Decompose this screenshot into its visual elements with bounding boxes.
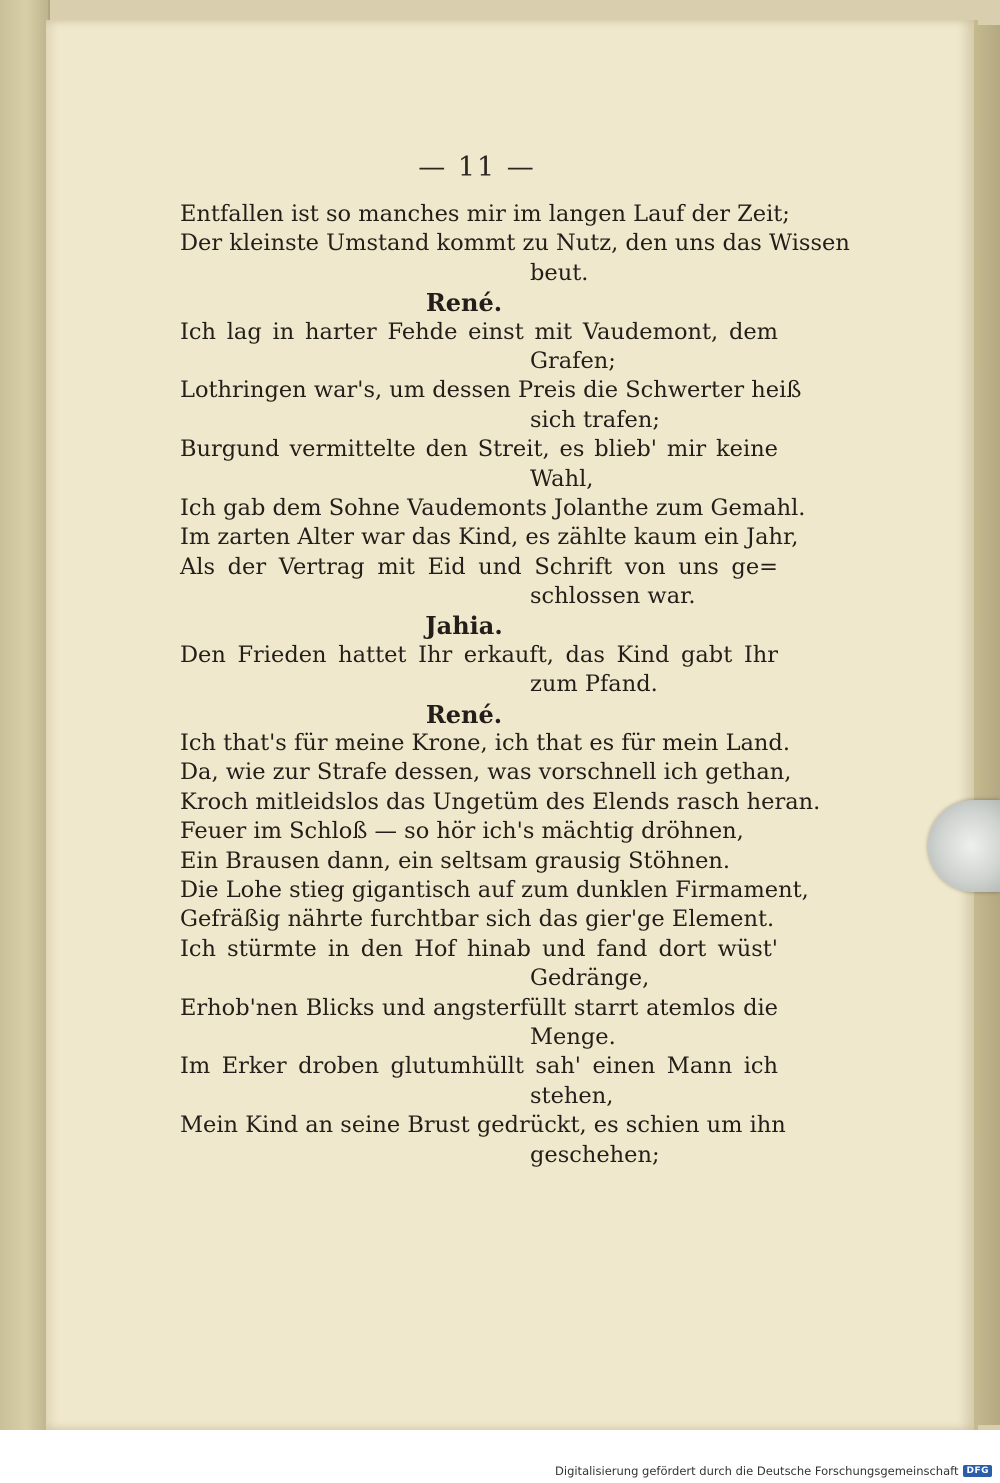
verse-line: Gedränge, xyxy=(530,965,650,992)
verse-line: Ein Brausen dann, ein seltsam grausig Stöhnen. xyxy=(180,847,731,874)
verse-line: Da, wie zur Strafe dessen, was vorschnell ich gethan, xyxy=(180,759,792,786)
verse-line: Im Erker droben glutumhüllt sah' einen Mann ich xyxy=(180,1053,778,1080)
verse-line: Ich lag in harter Fehde einst mit Vaudemont, dem xyxy=(180,318,778,345)
speaker-name: Jahia. xyxy=(425,611,503,641)
digitization-credit xyxy=(555,1464,992,1478)
verse-line: Mein Kind an seine Brust gedrückt, es schien um ihn xyxy=(180,1112,786,1139)
verse-line: Menge. xyxy=(530,1023,616,1050)
verse-line: Im zarten Alter war das Kind, es zählte kaum ein Jahr, xyxy=(180,524,799,551)
verse-line: Den Frieden hattet Ihr erkauft, das Kind gabt Ihr xyxy=(180,641,778,668)
verse-line: Der kleinste Umstand kommt zu Nutz, den uns das Wissen xyxy=(180,230,850,257)
verse-line: Lothringen war's, um dessen Preis die Schwerter heiß xyxy=(180,377,802,404)
verse-line: geschehen; xyxy=(530,1141,660,1168)
verse-line: Ich stürmte in den Hof hinab und fand dort wüst' xyxy=(180,935,778,962)
verse-line: Feuer im Schloß — so hör ich's mächtig dröhnen, xyxy=(180,818,744,845)
speaker-name: René. xyxy=(425,288,503,318)
verse-line: Gefräßig nährte furchtbar sich das gier'ge Element. xyxy=(180,906,775,933)
verse-line: Burgund vermittelte den Streit, es blieb' mir keine xyxy=(180,436,778,463)
verse-line: stehen, xyxy=(530,1082,614,1109)
verse-line: Als der Vertrag mit Eid und Schrift von uns ge= xyxy=(180,553,778,580)
verse-line: zum Pfand. xyxy=(530,671,658,698)
speaker-name: René. xyxy=(425,699,503,729)
verse-line: Entfallen ist so manches mir im langen Lauf der Zeit; xyxy=(180,201,790,227)
page-number: — 11 — xyxy=(418,152,536,183)
verse-line: beut. xyxy=(530,259,589,286)
book-spine xyxy=(0,0,50,1430)
page-edge xyxy=(974,25,1000,1425)
verse-line: Die Lohe stieg gigantisch auf zum dunklen Firmament, xyxy=(180,876,809,903)
credit-text: Digitalisierung gefördert durch die Deutsche Forschungsgemeinschaft xyxy=(555,1464,959,1478)
verse-line: Ich gab dem Sohne Vaudemonts Jolanthe zum Gemahl. xyxy=(180,494,806,521)
verse-text xyxy=(180,200,850,1170)
verse-line: Grafen; xyxy=(530,347,616,374)
verse-line: schlossen war. xyxy=(530,583,696,610)
dfg-logo: DFG xyxy=(963,1465,992,1477)
verse-line: Erhob'nen Blicks und angsterfüllt starrt atemlos die xyxy=(180,994,778,1021)
verse-line: Ich that's für meine Krone, ich that es für mein Land. xyxy=(180,730,790,757)
verse-line: Wahl, xyxy=(530,465,594,492)
verse-line: Kroch mitleidslos das Ungetüm des Elends rasch heran. xyxy=(180,788,821,815)
verse-line: sich trafen; xyxy=(530,406,660,433)
